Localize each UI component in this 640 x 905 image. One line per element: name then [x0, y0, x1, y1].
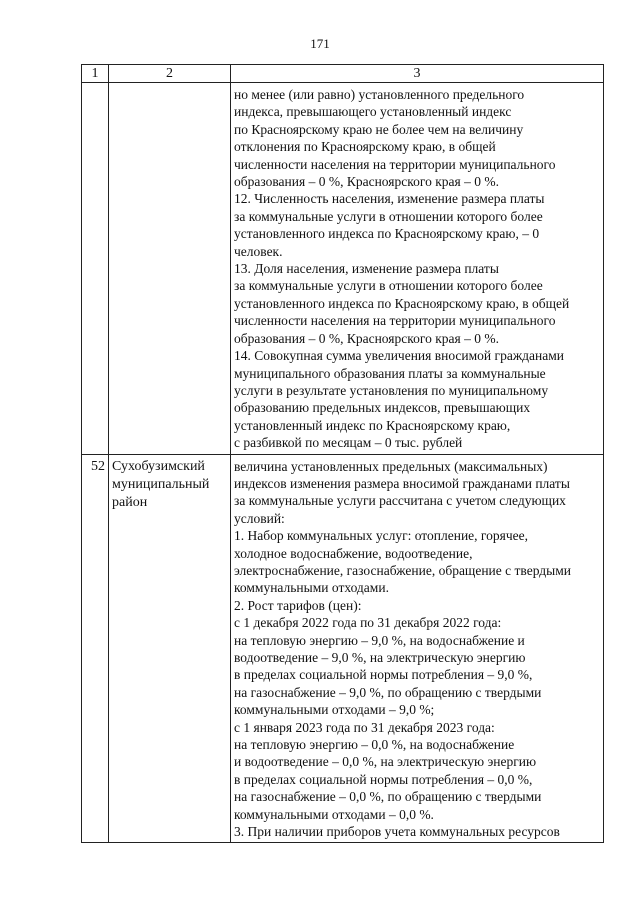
document-table	[81, 64, 604, 843]
row-description	[231, 83, 604, 455]
text-line: образования – 0 %, Красноярского края – 0 %.	[234, 174, 499, 190]
text-line: установленного индекса по Красноярскому краю, в общей	[234, 295, 570, 311]
text-line: на тепловую энергию – 0,0 %, на водоснабжение	[234, 737, 515, 753]
text-line: и водоотведение – 0,0 %, на электрическую энергию	[234, 754, 537, 770]
text-line: на газоснабжение – 9,0 %, по обращению с твердыми	[234, 684, 542, 700]
row-description	[231, 454, 604, 843]
text-line: индексов изменения размера вносимой гражданами платы	[234, 475, 570, 491]
text-line: коммунальными отходами.	[234, 580, 389, 596]
text-line: на газоснабжение – 0,0 %, по обращению с твердыми	[234, 789, 542, 805]
column-header-2: 2	[109, 65, 231, 83]
municipality-name-line: Сухобузимский	[112, 458, 205, 474]
text-line: образования – 0 %, Красноярского края – 0 %.	[234, 330, 499, 346]
text-line: холодное водоснабжение, водоотведение,	[234, 545, 473, 561]
text-line: с 1 декабря 2022 года по 31 декабря 2022 года:	[234, 615, 502, 631]
table-header-row	[82, 65, 604, 83]
text-line: за коммунальные услуги рассчитана с учетом следующих	[234, 493, 566, 509]
text-line: 12. Численность населения, изменение размера платы	[234, 191, 545, 207]
text-line: электроснабжение, газоснабжение, обращение с твердыми	[234, 562, 571, 578]
text-line: муниципального образования платы за коммунальные	[234, 365, 546, 381]
text-line: индекса, превышающего установленный индекс	[234, 104, 512, 120]
text-line: за коммунальные услуги в отношении которого более	[234, 278, 543, 294]
text-line: образованию предельных индексов, превышающих	[234, 400, 531, 416]
text-line: водоотведение – 9,0 %, на электрическую энергию	[234, 650, 526, 665]
text-line: услуги в результате установления по муниципальному	[234, 382, 549, 398]
column-header-3: 3	[231, 65, 604, 83]
text-line: коммунальными отходами – 0,0 %.	[234, 806, 434, 822]
text-line: 3. При наличии приборов учета коммунальных ресурсов	[234, 824, 560, 840]
text-line: человек.	[234, 243, 283, 259]
text-line: в пределах социальной нормы потребления – 0,0 %,	[234, 771, 533, 787]
text-line: на тепловую энергию – 9,0 %, на водоснабжение и	[234, 632, 525, 648]
text-line: численности населения на территории муниципального	[234, 156, 556, 172]
text-line: численности населения на территории муниципального	[234, 313, 556, 329]
municipality-name	[109, 83, 231, 455]
table-row	[82, 454, 604, 843]
text-line: установленного индекса по Красноярскому краю, – 0	[234, 226, 540, 242]
text-line: за коммунальные услуги в отношении которого более	[234, 208, 543, 224]
text-line: коммунальными отходами – 9,0 %;	[234, 702, 435, 718]
text-line: 1. Набор коммунальных услуг: отопление, горячее,	[234, 528, 528, 544]
row-number	[82, 83, 109, 455]
text-line: с разбивкой по месяцам – 0 тыс. рублей	[234, 435, 463, 451]
table-row	[82, 83, 604, 455]
row-number: 52	[82, 454, 109, 843]
text-line: величина установленных предельных (максимальных)	[234, 458, 548, 474]
text-line: условий:	[234, 510, 285, 526]
text-line: в пределах социальной нормы потребления – 9,0 %,	[234, 667, 533, 683]
text-line: 14. Совокупная сумма увеличения вносимой гражданами	[234, 348, 564, 364]
text-line: 2. Рост тарифов (цен):	[234, 597, 362, 613]
text-line: с 1 января 2023 года по 31 декабря 2023 года:	[234, 719, 495, 735]
page-number: 171	[310, 36, 330, 51]
column-header-1: 1	[82, 65, 109, 83]
text-line: установленный индекс по Красноярскому краю,	[234, 417, 511, 433]
municipality-name	[109, 454, 231, 843]
text-line: отклонения по Красноярскому краю, в общей	[234, 139, 496, 155]
municipality-name-line: район	[112, 494, 148, 510]
text-line: 13. Доля населения, изменение размера платы	[234, 261, 499, 277]
text-line: но менее (или равно) установленного предельного	[234, 87, 525, 102]
text-line: по Красноярскому краю не более чем на величину	[234, 121, 524, 137]
municipality-name-line: муниципальный	[112, 476, 210, 492]
